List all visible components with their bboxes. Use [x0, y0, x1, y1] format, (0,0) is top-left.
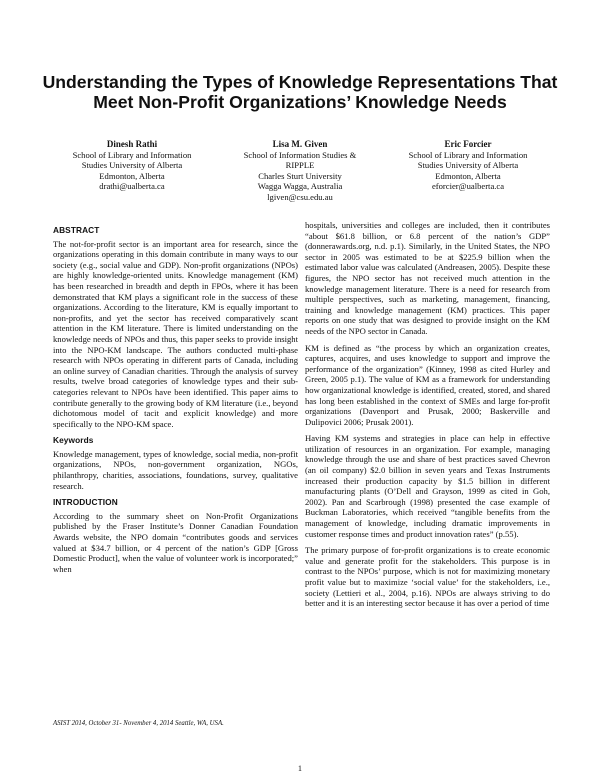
body-paragraph: The primary purpose of for-profit organizations is to create economic value and generate profit for the stakeholders. This purpose is in contrast to the NPOs’ purpose, which is not for maximizing monetary profit value but to maximize ‘social value’ for the stakeholders, i.e., society (Lettieri et al., 2004, p.16). NPOs are always striving to do better and it is an interesting sector because it has over a period of time — [305, 545, 550, 609]
author-affiliation: School of Library and Information — [72, 149, 192, 160]
keywords-text: Knowledge management, types of knowledge, social media, non-profit organizations, NPOs, non-government organization, NGOs, philanthropy, charities, associations, foundations, survey, qualitative research. — [53, 448, 298, 491]
introduction-text: According to the summary sheet on Non-Profit Organizations published by the Fraser Institute’s Donner Canadian Foundation Awards website, the NPO domain “contributes goods and services valued at $34.7 billion, or 4 percent of the nation’s GDP [Gross Domestic Product], when the value of volunteer work is incorporated;” when — [53, 510, 298, 574]
author-block — [52, 139, 548, 203]
author-3 — [388, 139, 548, 203]
author-affiliation: RIPPLE — [285, 160, 315, 171]
right-column — [305, 220, 550, 615]
author-affiliation: Charles Sturt University — [258, 170, 342, 181]
left-column — [53, 225, 298, 580]
abstract-heading: ABSTRACT — [53, 225, 100, 235]
author-email[interactable]: drathi@ualberta.ca — [99, 181, 165, 192]
author-2 — [220, 139, 380, 203]
author-location: Wagga Wagga, Australia — [257, 181, 343, 192]
author-email[interactable]: eforcier@ualberta.ca — [431, 181, 505, 192]
introduction-heading: INTRODUCTION — [53, 497, 118, 508]
abstract-text: The not-for-profit sector is an important area for research, since the organizations operating in this domain contribute in many ways to our society (e.g., social value and GDP). Non-profit organizations (NPOs) are highly knowledge-oriented units. Knowledge management (KM) has been researched in breadth and depth in FPOs, where it has been demonstrated that KM plays a significant role in the success of these organizations. According to the literature, KM is equally important to non-profits, and yet the sector has received comparatively scant attention in the KM literature. There is limited understanding on the knowledge needs of NPOs and thus, this paper seeks to provide insight into the NPO-KM landscape. The authors conducted multi-phase research with NPOs operating in different parts of Canada, including an online survey of Canadian charities. Through the analysis of survey results, twelve broad categories of knowledge types and their sub-categories relevant to NPOs have been identified. This paper aims to contribute generally to the growing body of KM literature (i.e., beyond dichotomous model of tacit and explicit knowledge) and more specifically to the NPO-KM space. — [53, 238, 298, 429]
body-paragraph: Having KM systems and strategies in place can help in effective utilization of resources in an organization. For example, managing knowledge through the use and share of best practices saved Chevron (an oil company) $2.0 billion in seven years and Texas Instruments increased their production capacity by $1.5 billion in different manufacturing plants (O’Dell and Grayson, 1999 as cited in Goh, 2002). Pan and Scarbrough (1998) presented the case example of Buckman Laboratories, which received “tangible benefits from the management of knowledge, including dramatic improvements in customer response times and product innovation rates” (p.55). — [305, 433, 550, 539]
body-paragraph: hospitals, universities and colleges are included, then it contributes “about $61.8 billion, or 6.8 percent of the nation’s GDP” (donnerawards.org, n.d. p.1). Similarly, in the United States, the NPO sector in 2005 was estimated to be at $225.9 billion when the estimated labor value was calculated (Andreasen, 2005). Despite these figures, the NPO sector has not received much attention in the knowledge management literature. There is a need for research from multiple perspectives, such as marketing, management, financing, training and knowledge management (KM) practices. This paper reports on one study that was designed to provide insight on the KM needs of the NPO sector in Canada. — [305, 220, 550, 336]
author-affiliation: Studies University of Alberta — [81, 160, 183, 171]
paper-title: Understanding the Types of Knowledge Representations That Meet Non-Profit Organizations’ Knowledge Needs — [42, 72, 558, 112]
author-name: Lisa M. Given — [272, 139, 328, 149]
author-email[interactable]: lgiven@csu.edu.au — [267, 191, 333, 202]
author-name: Eric Forcier — [444, 139, 492, 149]
author-location: Edmonton, Alberta — [99, 170, 165, 181]
page-number: 1 — [297, 764, 303, 773]
author-1 — [52, 139, 212, 203]
keywords-heading: Keywords — [53, 435, 94, 446]
body-paragraph: KM is defined as “the process by which an organization creates, captures, acquires, and uses knowledge to support and improve the performance of the organization” (Kinney, 1998 as cited Hurley and Green, 2005 p.1). The value of KM as a framework for understanding how organizational knowledge is identified, created, stored, and shared has long been established in the context of SMEs and large for-profit organizations (Davenport and Prusak, 2000; Baskerville and Dulipovici 2006; Prusak 2001). — [305, 342, 550, 427]
author-location: Edmonton, Alberta — [435, 170, 501, 181]
author-affiliation: Studies University of Alberta — [417, 160, 519, 171]
conference-footnote: ASIST 2014, October 31- November 4, 2014 Seattle, WA, USA. — [53, 720, 224, 727]
author-affiliation: School of Library and Information — [408, 149, 528, 160]
author-name: Dinesh Rathi — [106, 139, 158, 149]
author-affiliation: School of Information Studies & — [243, 149, 357, 160]
